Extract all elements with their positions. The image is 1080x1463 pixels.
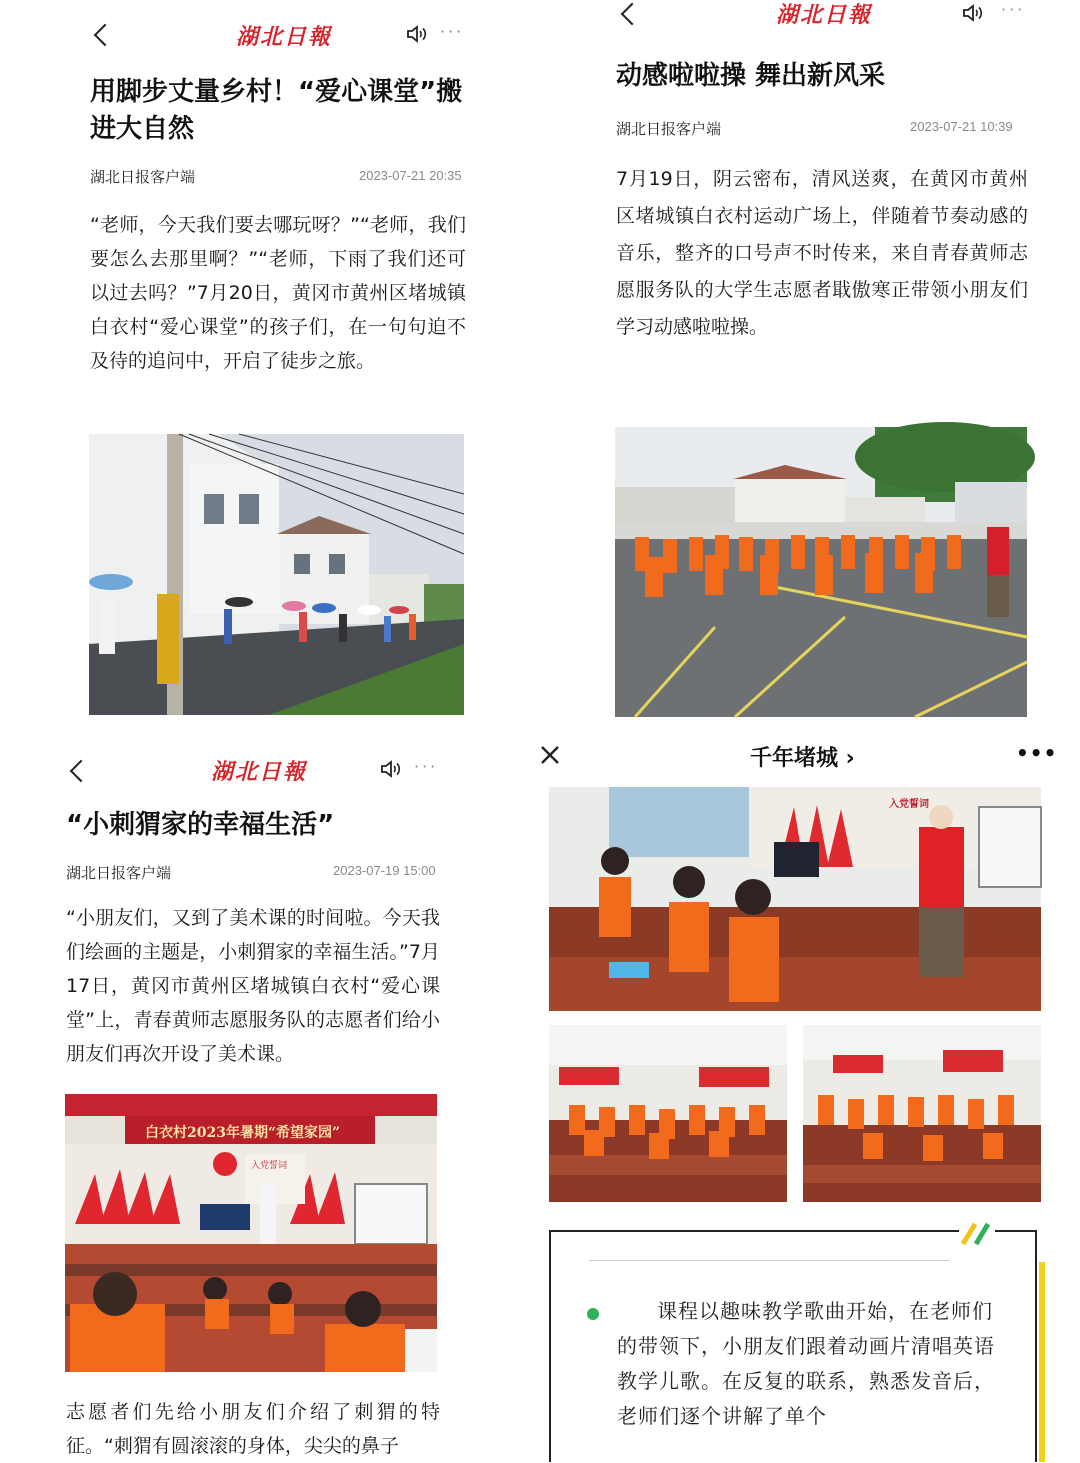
article-title: 用脚步丈量乡村！“爱心课堂”搬进大自然	[90, 77, 463, 144]
more-options-icon[interactable]: ···	[414, 757, 439, 776]
speaker-icon[interactable]	[962, 4, 984, 22]
back-arrow-icon[interactable]	[94, 24, 117, 47]
article-panel-hedgehog	[0, 725, 540, 1457]
more-options-icon[interactable]: •••	[1016, 741, 1058, 765]
article-panel-cheer-dance	[540, 0, 1080, 725]
article-source: 湖北日报客户端	[616, 120, 722, 138]
back-arrow-icon[interactable]	[621, 3, 644, 26]
cheer-dance-photo	[615, 427, 1027, 717]
article-source: 湖北日报客户端	[66, 864, 172, 882]
card-text: 课程以趣味教学歌曲开始，在老师们的带领下，小朋友们跟着动画片清唱英语教学儿歌。在反复的联系，熟悉发音后，老师们逐个讲解了单个	[617, 1299, 995, 1428]
english-class-photo-right	[803, 1025, 1041, 1202]
card-divider	[589, 1260, 949, 1261]
photo-banner-text: 白衣村2023年暑期“希望家园”	[145, 1125, 341, 1141]
text-card	[549, 1230, 1037, 1462]
photo-wall-sign: 入党誓词	[251, 1161, 288, 1171]
english-class-photo-left	[549, 1025, 787, 1202]
article-title: “小刺猬家的幸福生活”	[66, 810, 335, 840]
quote-slashes-icon	[959, 1220, 995, 1248]
article-time: 2023-07-19 15:00	[333, 863, 436, 878]
english-class-photo-large	[549, 787, 1041, 1011]
art-class-photo	[65, 1094, 437, 1372]
close-icon[interactable]	[540, 745, 560, 765]
article-panel-english-class	[540, 725, 1080, 1442]
brand-logo: 湖北日報	[776, 2, 873, 28]
top-bar	[0, 749, 540, 789]
channel-title[interactable]: 千年堵城 ›	[750, 746, 855, 771]
article-time: 2023-07-21 20:35	[359, 168, 462, 183]
top-bar	[540, 737, 1080, 777]
photo-wall-sign: 入党誓词	[889, 799, 929, 810]
top-bar	[540, 0, 1080, 34]
more-options-icon[interactable]: ···	[440, 22, 465, 41]
back-arrow-icon[interactable]	[70, 760, 93, 783]
article-time: 2023-07-21 10:39	[910, 119, 1013, 134]
green-bullet-icon	[587, 1308, 599, 1320]
top-bar	[0, 14, 540, 54]
more-options-icon[interactable]: ···	[1001, 0, 1026, 19]
article-panel-hiking	[0, 0, 540, 725]
article-body: 7月19日，阴云密布，清风送爽，在黄冈市黄州区堵城镇白衣村运动广场上，伴随着节奏动感的音乐，整齐的口号声不时传来，来自青春黄师志愿服务队的大学生志愿者戢傲寒正带领小朋友们学习动感啦啦操。	[616, 168, 1028, 338]
speaker-icon[interactable]	[380, 760, 402, 778]
brand-logo: 湖北日報	[211, 759, 308, 785]
brand-logo: 湖北日報	[236, 24, 333, 50]
article-source: 湖北日报客户端	[90, 168, 196, 186]
card-accent-line	[1039, 1262, 1045, 1462]
article-body: “老师，今天我们要去哪玩呀？”“老师，我们要怎么去那里啊？”“老师，下雨了我们还可以过去吗？”7月20日，黄冈市黄州区堵城镇白衣村“爱心课堂”的孩子们，在一句句迫不及待的追问中，开启了徒步之旅。	[90, 214, 466, 372]
speaker-icon[interactable]	[406, 25, 428, 43]
village-walk-photo	[89, 434, 464, 715]
article-body-continued: 志愿者们先给小朋友们介绍了刺猬的特征。“刺猬有圆滚滚的身体，尖尖的鼻子	[66, 1401, 440, 1457]
article-title: 动感啦啦操 舞出新风采	[616, 61, 886, 91]
article-body: “小朋友们，又到了美术课的时间啦。今天我们绘画的主题是，小刺猬家的幸福生活。”7月17日，黄冈市黄州区堵城镇白衣村“爱心课堂”上，青春黄师志愿服务队的志愿者们给小朋友们再次开设了美术课。	[66, 907, 440, 1065]
